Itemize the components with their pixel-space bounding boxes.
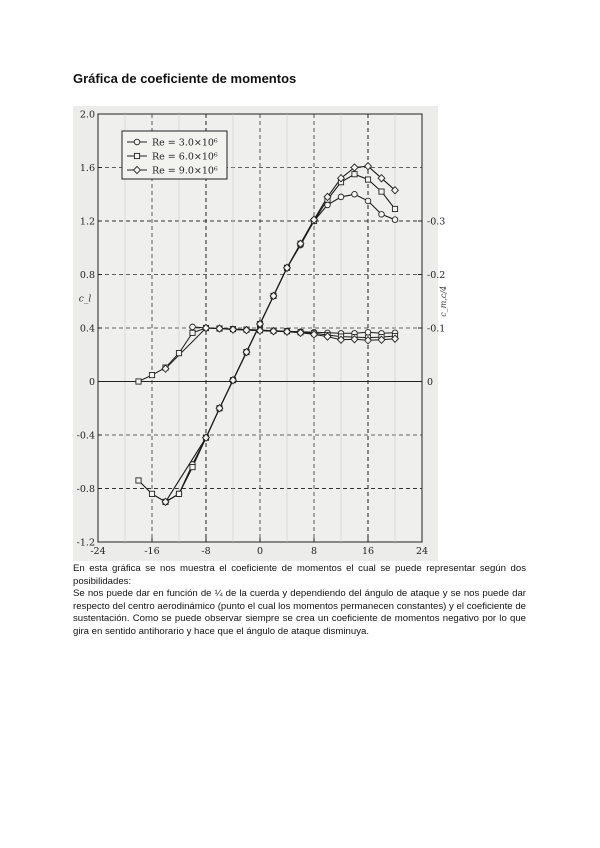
marker-square — [176, 491, 181, 496]
y-tick-label: 0 — [88, 377, 95, 388]
x-tick-label: -16 — [144, 546, 160, 557]
x-tick-label: -8 — [201, 546, 211, 557]
marker-square — [149, 372, 154, 377]
y-tick-label: 0.4 — [79, 323, 95, 335]
y-tick-label: -1.2 — [76, 537, 95, 549]
marker-square — [134, 153, 139, 158]
x-tick-label: -24 — [90, 546, 106, 557]
legend-label: Re = 3.0×10⁶ — [152, 137, 218, 149]
marker-square — [352, 172, 357, 177]
y-tick-label: -0.8 — [76, 484, 95, 495]
y-tick-label: 1.6 — [79, 163, 95, 174]
y2-tick-label: -0.1 — [427, 323, 446, 335]
y-tick-label: -0.4 — [76, 430, 95, 442]
marker-square — [379, 189, 384, 194]
marker-circle — [379, 212, 385, 218]
paragraph-1: En esta gráfica se nos muestra el coeficiente de momentos el cual se puede representar según dos posibilidades: — [73, 563, 526, 587]
legend-label: Re = 9.0×10⁶ — [152, 165, 218, 177]
y-tick-label: 1.2 — [79, 216, 95, 228]
marker-circle — [392, 217, 398, 223]
body-text — [73, 563, 526, 639]
marker-square — [190, 465, 195, 470]
marker-square — [136, 478, 141, 483]
legend-label: Re = 6.0×10⁶ — [152, 151, 218, 163]
marker-square — [392, 206, 397, 211]
marker-square — [190, 330, 195, 335]
chart-svg — [73, 106, 448, 561]
y-axis-label: c_l — [78, 294, 92, 305]
y2-tick-label: -0.2 — [427, 270, 446, 281]
y-tick-label: 0.8 — [79, 270, 95, 281]
y2-tick-label: 0 — [427, 377, 434, 388]
x-tick-label: 16 — [361, 546, 375, 557]
marker-circle — [325, 202, 331, 208]
chart-legend — [122, 131, 227, 179]
marker-square — [136, 379, 141, 384]
x-tick-label: 8 — [310, 546, 318, 557]
marker-circle — [352, 191, 358, 197]
moment-coefficient-figure — [73, 106, 448, 561]
marker-circle — [365, 329, 371, 335]
paragraph-2: Se nos puede dar en función de ¼ de la cuerda y dependiendo del ángulo de ataque y se nos puede dar respecto del centro aerodinámico (punto el cual los momentos permanecen constantes) y el coeficiente de sustentación. Como se puede observar siempre se crea un coeficiente de momentos negativo por lo que gira en sentido antihorario y hace que el ángulo de ataque disminuya. — [73, 588, 526, 637]
x-tick-label: 0 — [256, 546, 264, 557]
marker-circle — [365, 198, 371, 204]
page-heading: Gráfica de coeficiente de momentos — [73, 71, 297, 86]
marker-circle — [134, 139, 140, 145]
x-tick-label: 24 — [415, 546, 429, 557]
marker-circle — [190, 324, 196, 330]
marker-square — [149, 491, 154, 496]
marker-square — [176, 351, 181, 356]
marker-square — [365, 177, 370, 182]
marker-circle — [338, 194, 344, 200]
y2-axis-label: c_m,c/4 — [439, 285, 448, 317]
y2-tick-label: -0.3 — [427, 216, 446, 228]
y-tick-label: 2.0 — [79, 109, 95, 121]
